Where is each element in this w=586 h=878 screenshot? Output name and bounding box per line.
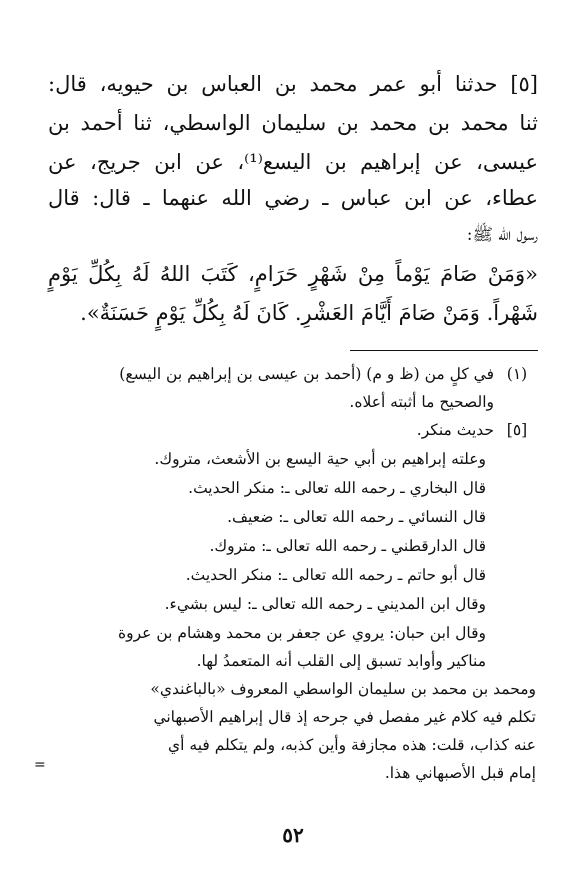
footnote-5-number: [٥]	[506, 421, 528, 439]
footnote-1-number: (١)	[506, 365, 528, 383]
footnote-5-line: تكلم فيه كلام غير مفصل في جرحه إذ قال إبراهيم الأصبهاني	[153, 708, 536, 726]
footnote-5-line: قال الدارقطني ـ رحمه الله تعالى ـ: متروك.	[209, 537, 486, 555]
main-line-2: ثنا محمد بن محمد بن سليمان الواسطي، ثنا أحمد بن	[48, 111, 538, 135]
footnote-1-line: والصحيح ما أثبته أعلاه.	[349, 393, 494, 411]
hadith-line-1: «وَمَنْ صَامَ يَوْماً مِنْ شَهْرٍ حَرَامٍ، كَتَبَ اللهُ لَهُ بِكُلِّ يَوْمٍ	[48, 262, 538, 286]
footnote-5-line: حديث منكر.	[416, 421, 494, 439]
page-number: ٥٢	[282, 823, 304, 847]
main-line-4: عطاء، عن ابن عباس ـ رضي الله عنهما ـ قال: قال	[48, 186, 538, 210]
main-line-5: رسول الله ﷺ:	[466, 225, 538, 245]
footnote-divider	[350, 350, 538, 351]
footnote-5-line: قال أبو حاتم ـ رحمه الله تعالى ـ: منكر الحديث.	[185, 566, 486, 584]
footnote-5-line: مناكير وأوابد تسبق إلى القلب أنه المتعمدُ لها.	[196, 652, 486, 670]
footnote-1-line: في كلٍ من (ظ و م) (أحمد بن عيسى بن إبراهيم بن اليسع)	[119, 365, 494, 383]
footnote-5-line: عنه كذاب، قلت: هذه مجازفة وأين كذبه، ولم يتكلم فيه أي	[168, 736, 536, 754]
footnote-5-line: وقال ابن حبان: يروي عن جعفر بن محمد وهشام بن عروة	[118, 624, 486, 642]
footnote-5-line: قال النسائي ـ رحمه الله تعالى ـ: ضعيف.	[227, 508, 486, 526]
footnote-5-line: وعلته إبراهيم بن أبي حية اليسع بن الأشعث، متروك.	[154, 450, 486, 468]
footnote-5-line: وقال ابن المديني ـ رحمه الله تعالى ـ: ليس بشيء.	[164, 595, 486, 613]
main-line-3: عيسى، عن إبراهيم بن اليسع⁽¹⁾، عن ابن جريج، عن	[48, 150, 538, 174]
hadith-line-2: شَهْراً. وَمَنْ صَامَ أَيَّامَ العَشْرِ. كَانَ لَهُ بِكُلِّ يَوْمٍ حَسَنَةٌ».	[80, 301, 538, 325]
footnote-5-line: قال البخاري ـ رحمه الله تعالى ـ: منكر الحديث.	[188, 479, 486, 497]
footnote-5-line: إمام قبل الأصبهاني هذا.	[384, 764, 536, 782]
continuation-mark: =	[34, 757, 46, 773]
footnote-5-line: ومحمد بن محمد بن سليمان الواسطي المعروف «بالباغندي»	[150, 680, 536, 698]
main-line-1: [٥] حدثنا أبو عمر محمد بن العباس بن حيويه، قال:	[48, 72, 538, 96]
